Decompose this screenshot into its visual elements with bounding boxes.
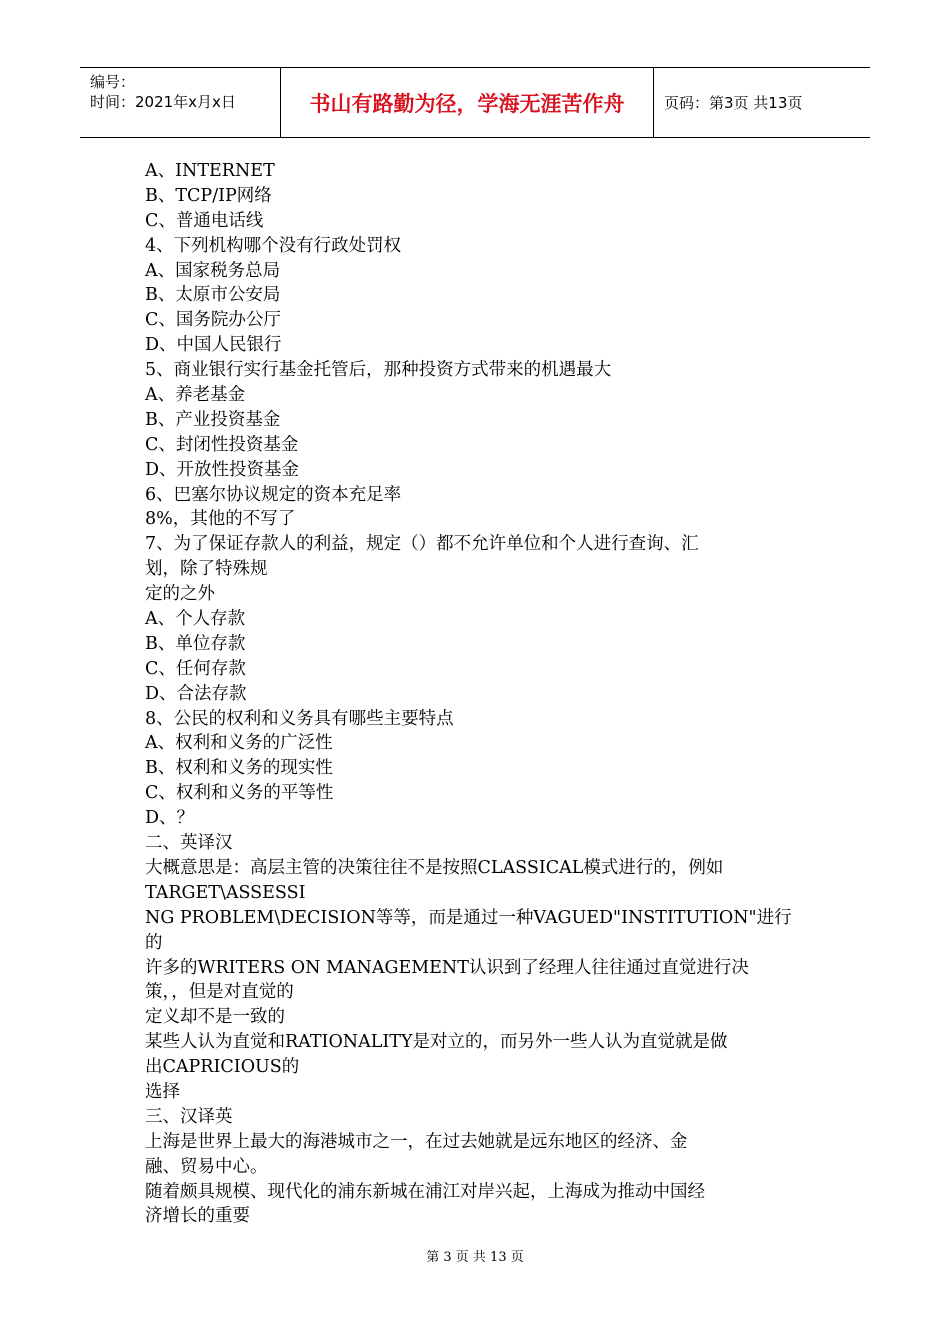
page-header: [80, 67, 870, 138]
text-line: 出CAPRICIOUS的: [145, 1057, 300, 1078]
text-line: A、INTERNET: [145, 161, 275, 181]
header-date: 时间：2021年x月x日: [90, 93, 236, 111]
document-body: [145, 159, 792, 1229]
text-line: D、？: [145, 808, 195, 829]
text-line: TARGET\ASSESSI: [145, 882, 306, 903]
text-line: A、权利和义务的广泛性: [145, 733, 333, 754]
header-number: 编号：: [90, 73, 136, 91]
text-line: NG PROBLEM\DECISION等等，而是通过一种VAGUED"INSTITUTION"进行: [145, 907, 792, 928]
text-line: B、单位存款: [145, 633, 246, 654]
text-line: B、太原市公安局: [145, 285, 281, 306]
text-line: 7、为了保证存款人的利益，规定（）都不允许单位和个人进行查询、汇: [145, 534, 699, 555]
text-line: 选择: [145, 1081, 180, 1102]
text-line: 4、下列机构哪个没有行政处罚权: [145, 235, 402, 256]
text-line: 的: [145, 932, 163, 953]
text-line: 8、公民的权利和义务具有哪些主要特点: [145, 708, 454, 729]
page-footer: 第 3 页 共 13 页: [426, 1250, 524, 1265]
text-line: 三、汉译英: [145, 1106, 233, 1127]
text-line: 定的之外: [145, 584, 215, 605]
text-line: A、个人存款: [145, 609, 246, 630]
text-line: C、国务院办公厅: [145, 310, 281, 331]
text-line: D、中国人民银行: [145, 335, 282, 356]
text-line: 许多的WRITERS ON MANAGEMENT认识到了经理人往往通过直觉进行决: [145, 957, 749, 978]
text-line: B、产业投资基金: [145, 409, 281, 430]
text-line: 策，，但是对直觉的: [145, 982, 294, 1003]
text-line: 8%，其他的不写了: [145, 509, 296, 530]
text-line: C、封闭性投资基金: [145, 434, 299, 455]
text-line: C、普通电话线: [145, 210, 264, 231]
text-line: C、任何存款: [145, 658, 246, 679]
header-meta: [80, 68, 281, 137]
text-line: B、权利和义务的现实性: [145, 758, 333, 779]
header-motto: 书山有路勤为径，学海无涯苦作舟: [281, 68, 654, 137]
text-line: D、开放性投资基金: [145, 459, 300, 480]
text-line: 大概意思是：高层主管的决策往往不是按照CLASSICAL模式进行的，例如: [145, 857, 724, 878]
text-line: 济增长的重要: [145, 1206, 250, 1227]
header-page-info: 页码：第3页 共13页: [664, 94, 803, 112]
text-line: 定义却不是一致的: [145, 1007, 285, 1028]
text-line: C、权利和义务的平等性: [145, 783, 334, 804]
text-line: 上海是世界上最大的海港城市之一，在过去她就是远东地区的经济、金: [145, 1131, 688, 1152]
text-line: 二、英译汉: [145, 833, 233, 854]
text-line: 划，除了特殊规: [145, 559, 268, 580]
text-line: B、TCP/IP网络: [145, 185, 272, 206]
text-line: D、合法存款: [145, 683, 247, 704]
text-line: 5、商业银行实行基金托管后，那种投资方式带来的机遇最大: [145, 360, 612, 381]
text-line: 某些人认为直觉和RATIONALITY是对立的，而另外一些人认为直觉就是做: [145, 1032, 728, 1053]
text-line: 随着颇具规模、现代化的浦东新城在浦江对岸兴起，上海成为推动中国经: [145, 1181, 705, 1202]
text-line: 融、贸易中心。: [145, 1156, 268, 1177]
text-line: 6、巴塞尔协议规定的资本充足率: [145, 484, 402, 505]
text-line: A、养老基金: [145, 385, 246, 406]
text-line: A、国家税务总局: [145, 260, 281, 281]
